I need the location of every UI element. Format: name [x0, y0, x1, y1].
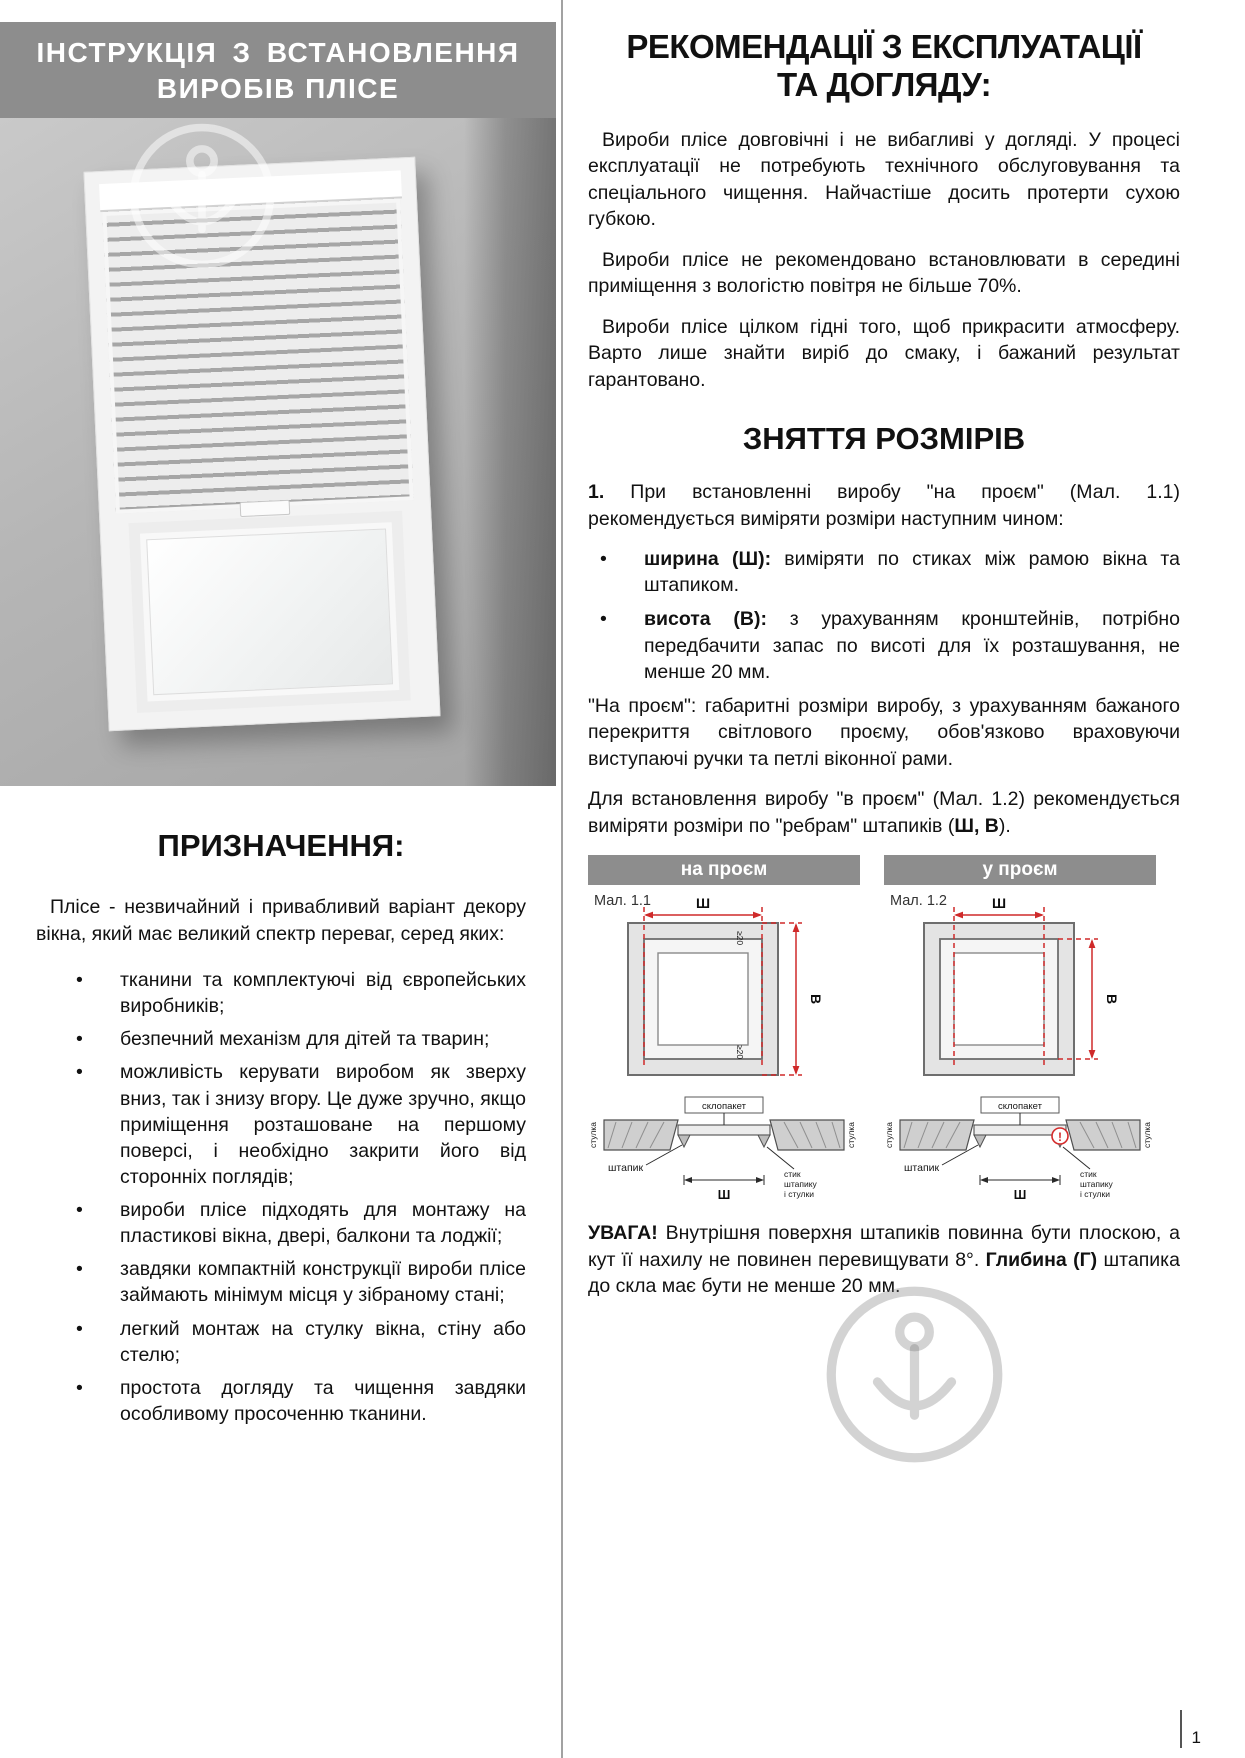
measure-overlap-paragraph: "На проєм": габаритні розміри виробу, з урахуванням бажаного перекриття світлового проєму, обов'язково враховуючи виступаючі ручки та петлі віконної рами. — [588, 694, 1180, 770]
width-bottom-label: Ш — [1013, 1188, 1027, 1203]
warning-mark: ! — [1058, 1130, 1062, 1145]
page-number-rule — [1180, 1710, 1182, 1748]
measure-step-1: 1. При встановленні виробу "на проєм" (Мал. 1.1) рекомендується виміряти розміри наступним чином: — [588, 481, 1180, 530]
measure-title: ЗНЯТТЯ РОЗМІРІВ — [742, 421, 1026, 457]
page-number — [1180, 1710, 1201, 1748]
width-dim-label: Ш — [695, 895, 711, 912]
list-item: • простота догляду та чищення завдяки особливому просоченню тканини. — [36, 1375, 526, 1427]
step-number: 1. — [588, 481, 605, 504]
width-term: ширина (Ш): — [644, 548, 772, 571]
joint-label: штапику — [1080, 1179, 1113, 1190]
width-dim-label: Ш — [991, 895, 1007, 912]
care-title-line2: ТА ДОГЛЯДУ: — [776, 66, 992, 104]
purpose-section — [36, 828, 526, 1434]
measurement-diagrams — [588, 855, 1180, 1220]
diagram-into-opening — [884, 855, 1156, 1220]
pleated-blind — [102, 198, 413, 513]
purpose-intro: Плісе - незвичайний і привабливий варіант декору вікна, який має великий спектр переваг, серед яких: — [36, 896, 526, 945]
list-item: • легкий монтаж на стулку вікна, стіну або стелю; — [36, 1316, 526, 1368]
recess-shadow — [464, 118, 556, 786]
shtapik-label: штапик — [608, 1162, 644, 1175]
shtapik-label: штапик — [904, 1162, 940, 1175]
measure-bullet-list — [588, 546, 1180, 685]
sash-left-label: стулка — [588, 1122, 598, 1149]
window-sash — [128, 511, 410, 713]
care-paragraph-2: Вироби плісе не рекомендовано встановлювати в середині приміщення з вологістю повітря не більше 70%. — [588, 248, 1180, 298]
list-item: • тканини та комплектуючі від європейських виробників; — [36, 967, 526, 1019]
figure-label: Мал. 1.2 — [890, 893, 947, 910]
measurement-diagram-onto — [588, 885, 860, 1220]
joint-label: стик — [784, 1169, 801, 1180]
left-header-banner — [0, 22, 556, 118]
care-paragraph-3: Вироби плісе цілком гідні того, щоб прикрасити атмосферу. Варто лише знайти виріб до смаку, і бажаний результат гарантовано. — [588, 315, 1180, 391]
height-dim-label: В — [1104, 994, 1120, 1005]
joint-label: штапику — [784, 1179, 817, 1190]
diagram-header: у проєм — [884, 855, 1156, 885]
sash-right-label: стулка — [846, 1122, 856, 1149]
column-divider — [561, 0, 563, 1758]
care-title — [588, 28, 1180, 105]
diagram-onto-opening — [588, 855, 860, 1220]
sh-v-bold: Ш, В — [954, 814, 999, 837]
joint-label: і стулки — [1080, 1189, 1110, 1200]
window-glass — [146, 528, 393, 695]
list-item: • завдяки компактній конструкції вироби плісе займають мінімум місця у зібраному стані; — [36, 1256, 526, 1308]
diagram-header: на проєм — [588, 855, 860, 885]
measure-inside-paragraph: Для встановлення виробу "в проєм" (Мал. 1.2) рекомендується виміряти розміри по "ребрам" штапиків (Ш, В). — [588, 788, 1180, 837]
depth-term: Глибина (Г) — [985, 1248, 1098, 1271]
purpose-bullet-list — [36, 967, 526, 1427]
sash-left-label: стулка — [884, 1122, 894, 1149]
blind-handle — [240, 500, 291, 517]
left-header-line2: ВИРОБІВ ПЛІСЕ — [156, 72, 400, 104]
right-column — [588, 0, 1180, 1314]
joint-label: стик — [1080, 1169, 1097, 1180]
attention-label: УВАГА! — [588, 1222, 658, 1245]
joint-label: і стулки — [784, 1189, 814, 1200]
sash-right-label: стулка — [1142, 1122, 1152, 1149]
measurement-diagram-into — [884, 885, 1156, 1220]
list-item: • можливість керувати виробом як зверху вниз, так і знизу вгору. Це дуже зручно, якщо приміщення розташоване на першому поверсі, і необхідно закрити його від сторонніх поглядів; — [36, 1059, 526, 1190]
height-term: висота (В): — [644, 608, 767, 631]
care-paragraph-1: Вироби плісе довговічні і не вибагливі у догляді. У процесі експлуатації не потребують технічного обслуговування та спеціального чищення. Найчастіше досить протерти сухою губкою. — [588, 128, 1180, 231]
window-frame — [83, 157, 440, 731]
list-item: • вироби плісе підходять для монтажу на пластикові вікна, двері, балкони та лоджії; — [36, 1197, 526, 1249]
ge20-bottom-label: ≥20 — [735, 1045, 745, 1060]
window-photo — [0, 118, 556, 786]
list-item: • ширина (Ш): виміряти по стиках між рамою вікна та штапиком. — [588, 546, 1180, 598]
list-item: • безпечний механізм для дітей та тварин; — [36, 1026, 526, 1052]
ge20-top-label: ≥20 — [735, 931, 745, 946]
purpose-title: ПРИЗНАЧЕННЯ: — [157, 828, 405, 863]
figure-label: Мал. 1.1 — [594, 893, 651, 910]
glass-unit-label: склопакет — [702, 1101, 746, 1113]
glass-unit-label: склопакет — [998, 1101, 1042, 1113]
width-bottom-label: Ш — [717, 1188, 731, 1203]
page-number-value: 1 — [1191, 1728, 1201, 1747]
left-header-line1: ІНСТРУКЦІЯ З ВСТАНОВЛЕННЯ — [36, 37, 520, 68]
list-item: • висота (В): з урахуванням кронштейнів, потрібно передбачити запас по висоті для їх розташування, не менше 20 мм. — [588, 606, 1180, 684]
attention-paragraph: УВАГА! Внутрішня поверхня штапиків повинна бути плоскою, а кут її нахилу не повинен перевищувати 8°. Глибина (Г) штапика до скла має бути не менше 20 мм. — [588, 1222, 1180, 1298]
care-title-line1: РЕКОМЕНДАЦІЇ З ЕКСПЛУАТАЦІЇ — [626, 28, 1142, 65]
height-dim-label: В — [808, 994, 824, 1005]
